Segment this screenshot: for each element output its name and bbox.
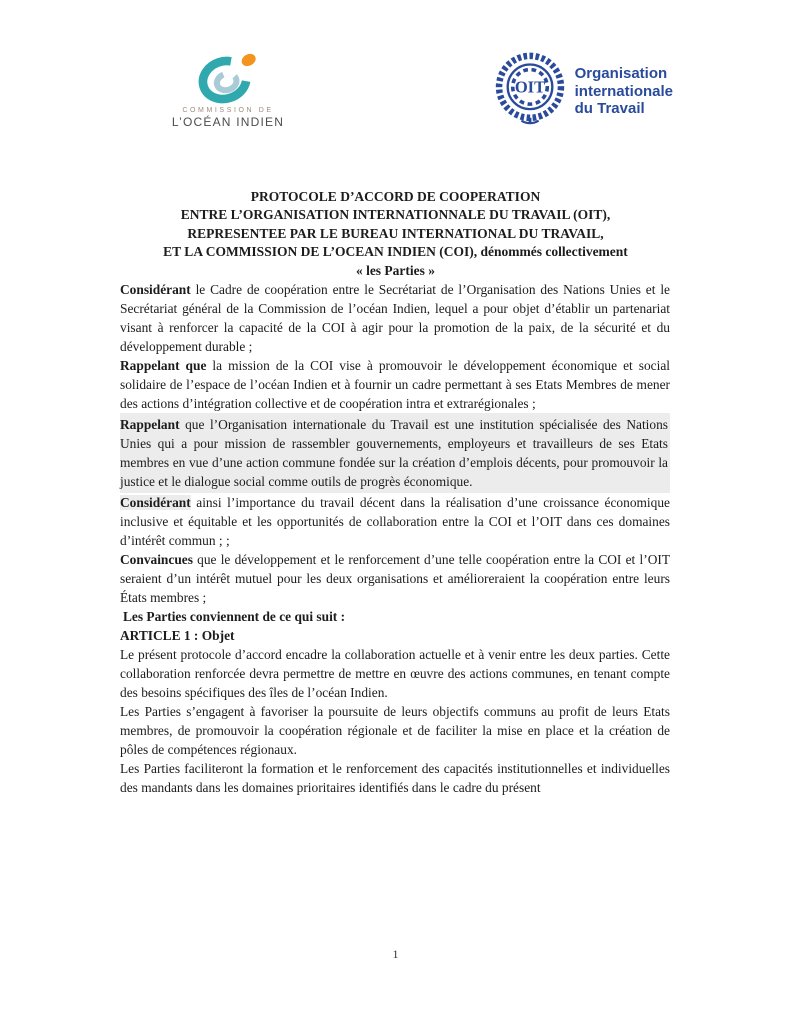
paragraph-text: que le développement et le renforcement d’une telle coopération entre la COI et l’OIT seraient d’un intérêt mutuel pour les deux organisations et amélioreraient la coopération entre leurs États membres ; — [120, 552, 670, 606]
preamble-paragraph-considerant-travail — [120, 493, 670, 550]
document-title — [120, 188, 671, 280]
paragraph-text: la mission de la COI vise à promouvoir le développement économique et social solidaire de l’espace de l’océan Indien et à fournir un cadre permettant à ses Etats Membres de mener des actions d’intégration collective et de coopération intra et extrarégionales ; — [120, 358, 671, 412]
oit-logo — [494, 52, 673, 131]
oit-emblem-text: OIT — [514, 77, 545, 97]
coi-swirl-icon — [163, 52, 293, 104]
oit-wordmark — [575, 65, 673, 118]
preamble-paragraph-rappelant-oit — [120, 413, 670, 493]
paragraph-lead: Rappelant que — [120, 358, 207, 374]
paragraph-lead: Considérant — [120, 282, 191, 298]
paragraph-text: que l’Organisation internationale du Travail est une institution spécialisée des Nations Unies qui a pour mission de rassembler gouvernements, employeurs et travailleurs de ses Etats membres en vue d’une action commune fondée sur la création d’emplois décents, pour promouvoir la justice et le dialogue social comme outils de progrès économique. — [120, 417, 668, 490]
document-header — [0, 0, 791, 131]
oit-wordmark-line3: du Travail — [574, 100, 645, 118]
preamble-paragraph-considerant-cadre — [120, 280, 670, 356]
oit-wordmark-line1: Organisation — [574, 64, 668, 82]
paragraph-lead: Rappelant — [120, 417, 180, 433]
article-1-heading: ARTICLE 1 : Objet — [120, 628, 235, 644]
agreement-line: Les Parties conviennent de ce qui suit : — [123, 609, 346, 625]
paragraph-text: ainsi l’importance du travail décent dans la réalisation d’une croissance économique inclusive et équitable et les opportunités de collaboration entre la COI et l’OIT dans ces domaines d’intérêt commun ; ; — [120, 495, 670, 549]
article-1-paragraph-1: Le présent protocole d’accord encadre la collaboration actuelle et à venir entre les deux parties. Cette collaboration renforcée devra permettre de mettre en œuvre des actions communes, en tenant compte des besoins spécifiques des îles de l’océan Indien. — [120, 647, 670, 701]
title-line-2: ENTRE L’ORGANISATION INTERNATIONNALE DU TRAVAIL (OIT), — [180, 207, 611, 223]
title-line-5: « les Parties » — [355, 262, 436, 278]
document-body — [120, 280, 670, 797]
page-number: 1 — [392, 947, 399, 961]
preamble-paragraph-rappelant-mission — [120, 356, 670, 413]
coi-caption-small: COMMISSION DE — [182, 107, 274, 114]
title-line-3: REPRESENTEE PAR LE BUREAU INTERNATIONAL DU TRAVAIL, — [187, 225, 604, 241]
preamble-paragraph-convaincues — [120, 550, 670, 607]
title-line-4: ET LA COMMISSION DE L’OCEAN INDIEN (COI), dénommés collectivement — [163, 244, 628, 260]
paragraph-lead: Convaincues — [120, 552, 193, 568]
coi-caption-big: L’OCÉAN INDIEN — [171, 115, 285, 129]
coi-logo — [163, 52, 293, 129]
oit-wordmark-line2: internationale — [574, 82, 673, 100]
article-1-paragraph-2: Les Parties s’engagent à favoriser la poursuite de leurs objectifs communs au profit de leurs Etats membres, de promouvoir la coopération régionale et de faciliter la mise en place et la création de pôles de compétences régionaux. — [120, 704, 670, 758]
paragraph-text: le Cadre de coopération entre le Secrétariat de l’Organisation des Nations Unies et le Secrétariat général de la Commission de l’océan Indien, lequel a pour objet d’établir un partenariat visant à renforcer la capacité de la COI à agir pour la promotion de la paix, de la sécurité et du développement durable ; — [120, 282, 670, 355]
article-1-paragraph-3: Les Parties faciliteront la formation et le renforcement des capacités institutionnelles et individuelles des mandants dans les domaines prioritaires identifiés dans le cadre du présent — [120, 761, 670, 796]
title-line-1: PROTOCOLE D’ACCORD DE COOPERATION — [250, 189, 541, 204]
oit-emblem-icon — [494, 52, 566, 131]
paragraph-lead: Considérant — [120, 495, 191, 511]
